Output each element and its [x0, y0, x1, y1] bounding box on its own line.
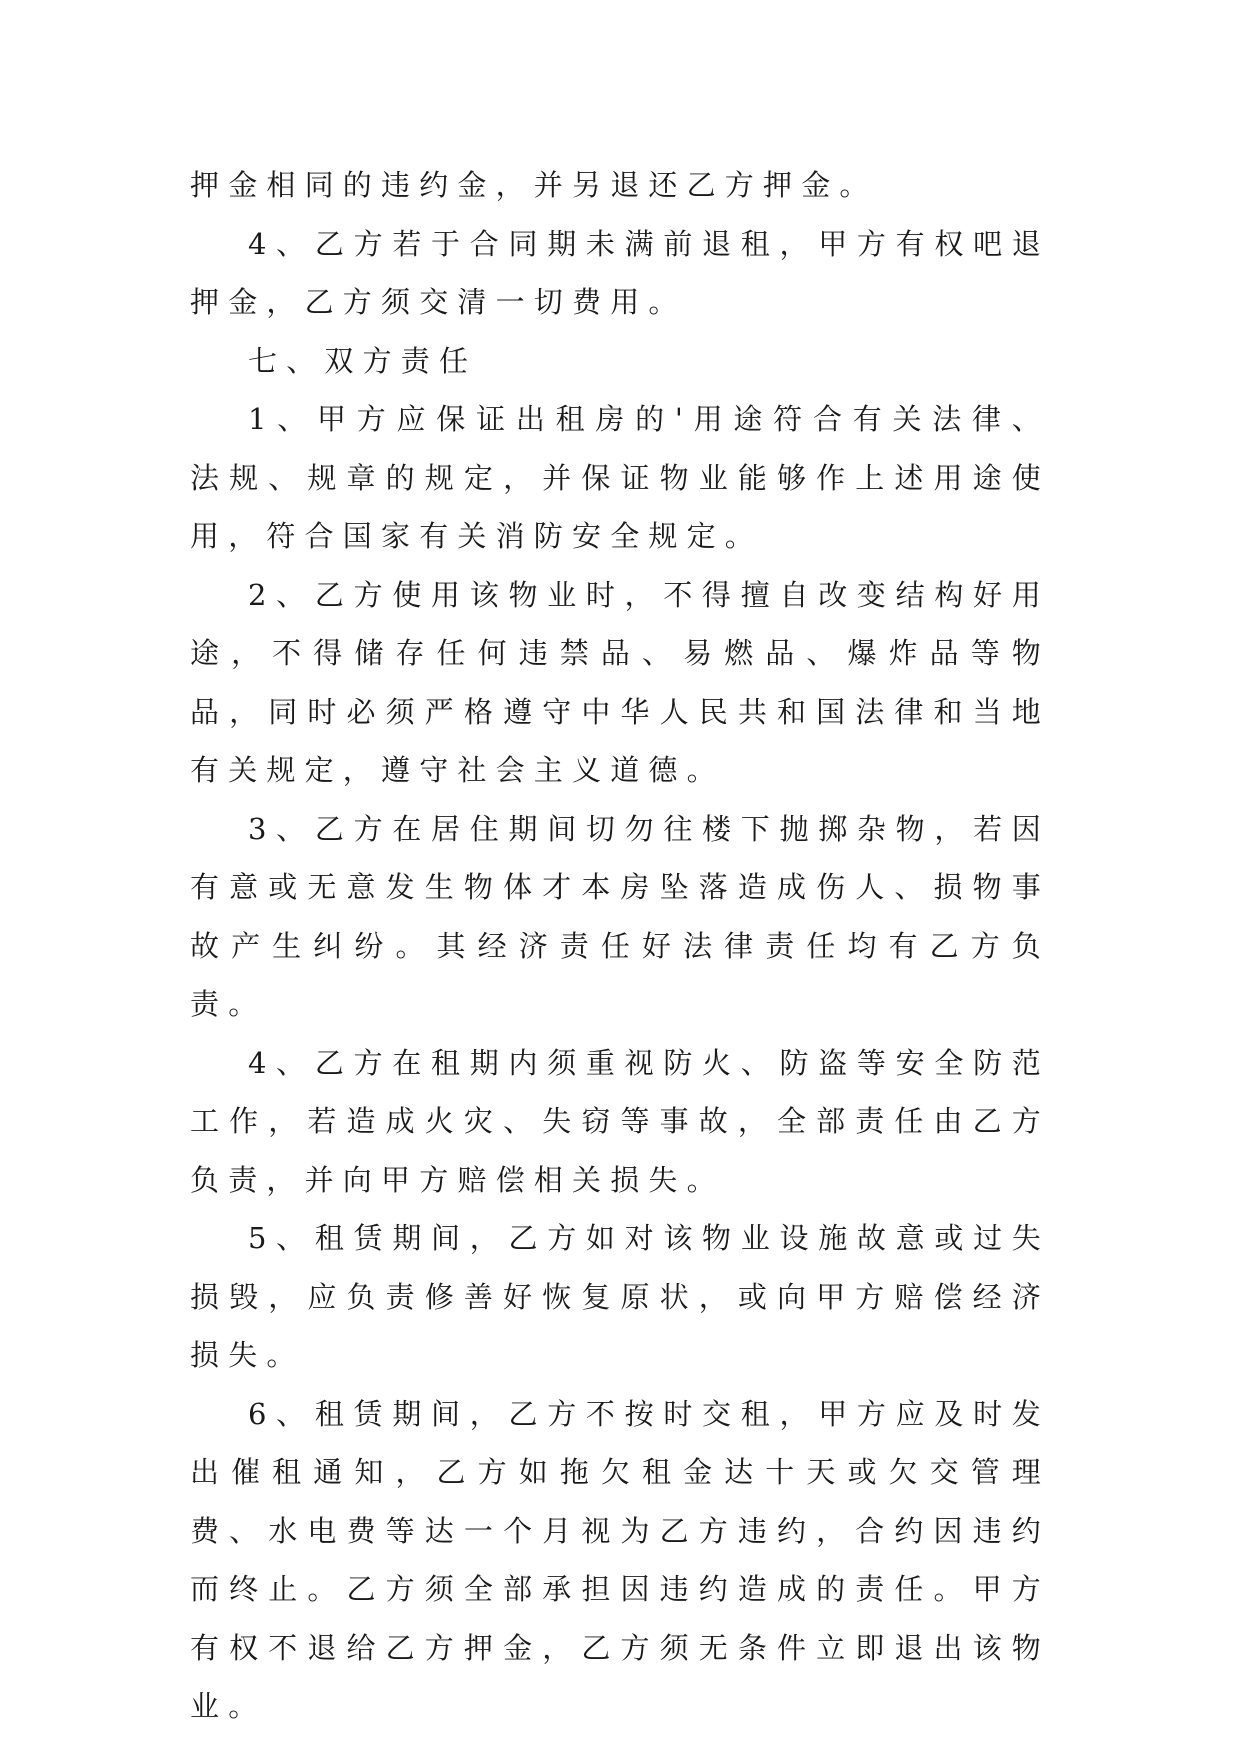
- paragraph-continuation: 押金相同的违约金，并另退还乙方押金。: [190, 168, 878, 202]
- document-body: [190, 156, 1050, 1736]
- paragraph-clause-7-4: 4、乙方在租期内须重视防火、防盗等安全防范工作，若造成火灾、失窃等事故，全部责任由乙方负责，并向甲方赔偿相关损失。: [190, 1045, 1050, 1197]
- paragraph-clause-7-2: 2、乙方使用该物业时，不得擅自改变结构好用途，不得储存任何违禁品、易燃品、爆炸品等物品，同时必须严格遵守中华人民共和国法律和当地有关规定，遵守社会主义道德。: [190, 577, 1050, 787]
- paragraph-clause-7-5: 5、租赁期间，乙方如对该物业设施故意或过失损毁，应负责修善好恢复原状，或向甲方赔偿经济损失。: [190, 1221, 1050, 1372]
- paragraph-clause-6-4: 4、乙方若于合同期未满前退租，甲方有权吧退押金，乙方须交清一切费用。: [190, 226, 1050, 319]
- section-heading-7: 七、双方责任: [248, 343, 478, 378]
- paragraph-clause-7-1: 1、甲方应保证出租房的'用途符合有关法律、法规、规章的规定，并保证物业能够作上述用途使用，符合国家有关消防安全规定。: [190, 402, 1050, 553]
- paragraph-clause-7-3: 3、乙方在居住期间切勿往楼下抛掷杂物，若因有意或无意发生物体才本房坠落造成伤人、损物事故产生纠纷。其经济责任好法律责任均有乙方负责。: [190, 811, 1050, 1021]
- paragraph-clause-7-6: 6、租赁期间，乙方不按时交租，甲方应及时发出催租通知，乙方如拖欠租金达十天或欠交管理费、水电费等达一个月视为乙方违约，合约因违约而终止。乙方须全部承担因违约造成的责任。甲方有权不退给乙方押金，乙方须无条件立即退出该物业。: [190, 1396, 1050, 1723]
